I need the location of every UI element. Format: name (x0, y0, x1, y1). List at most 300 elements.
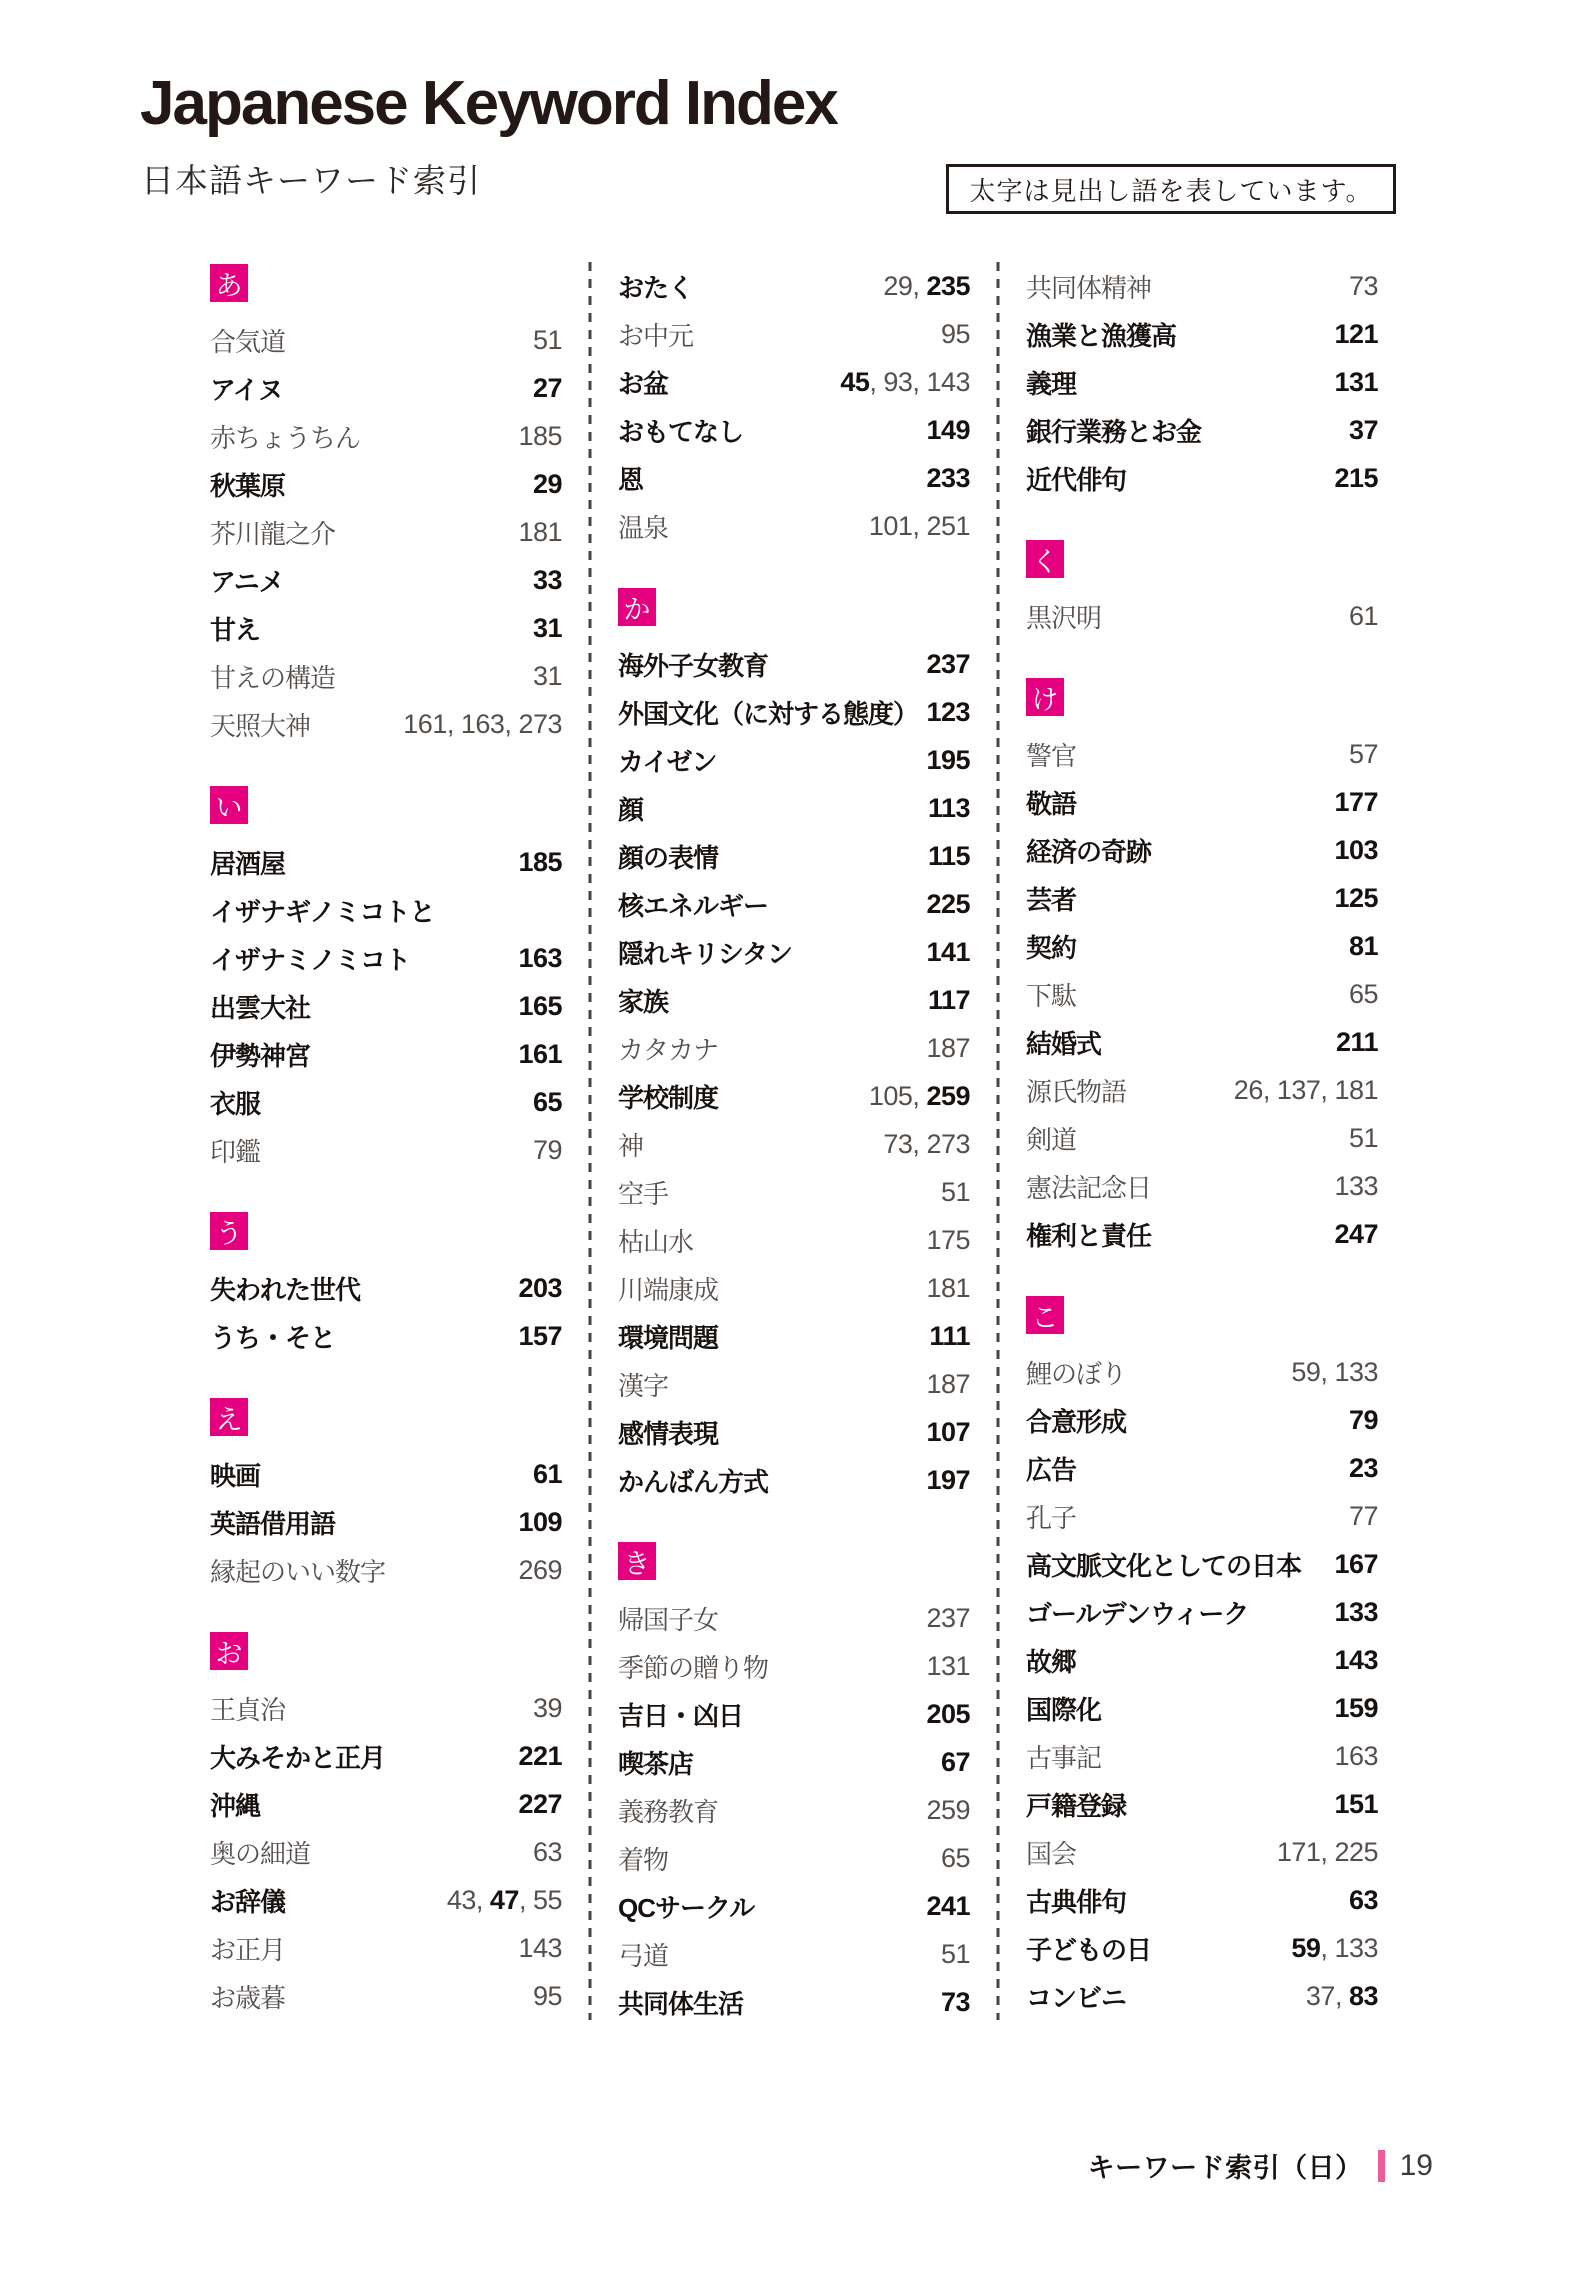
entry-pages: 105, 259 (868, 1080, 970, 1111)
index-entry (210, 1498, 562, 1546)
entry-term: 海外子女教育 (618, 650, 769, 681)
entry-pages: 237 (926, 1602, 970, 1633)
entry-pages: 247 (1334, 1218, 1378, 1249)
index-entry (210, 1780, 562, 1828)
index-column-3 (1026, 262, 1378, 2020)
entry-term: かんばん方式 (618, 1466, 769, 1497)
index-entry (618, 976, 970, 1024)
index-entry (618, 784, 970, 832)
entry-term: 居酒屋 (210, 848, 286, 879)
index-entry (618, 1738, 970, 1786)
index-entry (1026, 1444, 1378, 1492)
entry-term: 王貞治 (210, 1694, 286, 1725)
section-marker-ki: き (618, 1542, 656, 1580)
index-entry (210, 1264, 562, 1312)
index-entry (210, 316, 562, 364)
index-entry (1026, 970, 1378, 1018)
index-entry (618, 1456, 970, 1504)
entry-term: 印鑑 (210, 1136, 261, 1167)
page-footer (1088, 2146, 1433, 2185)
entry-pages: 187 (926, 1368, 970, 1399)
entry-term: 空手 (618, 1178, 669, 1209)
entry-term: 合気道 (210, 326, 286, 357)
section-marker-ku: く (1026, 540, 1064, 578)
entry-pages: 73 (940, 1986, 970, 2017)
index-entry (210, 1126, 562, 1174)
entry-term: 芸者 (1026, 884, 1077, 915)
index-entry (618, 1072, 970, 1120)
entry-pages: 181 (926, 1272, 970, 1303)
footer-accent-bar (1378, 2150, 1385, 2182)
entry-term: お中元 (618, 320, 694, 351)
index-entry (1026, 358, 1378, 406)
entry-term: 大みそかと正月 (210, 1742, 386, 1773)
entry-pages: 63 (532, 1836, 562, 1867)
index-entry (618, 358, 970, 406)
entry-pages: 101, 251 (868, 510, 970, 541)
entry-pages: 57 (1348, 738, 1378, 769)
entry-pages: 157 (518, 1320, 562, 1351)
entry-pages: 31 (532, 612, 562, 643)
entry-term: 弓道 (618, 1940, 669, 1971)
entry-pages: 133 (1334, 1596, 1378, 1627)
index-entry (618, 1930, 970, 1978)
index-entry (1026, 1636, 1378, 1684)
entry-pages: 107 (926, 1416, 970, 1447)
entry-pages: 161 (518, 1038, 562, 1069)
entry-term: アニメ (210, 566, 284, 597)
index-entry (618, 1360, 970, 1408)
entry-pages: 43, 47, 55 (446, 1884, 562, 1915)
entry-pages: 237 (926, 648, 970, 679)
index-entry (210, 604, 562, 652)
entry-term: 天照大神 (210, 710, 311, 741)
entry-pages: 29, 235 (883, 270, 970, 301)
index-column-1 (210, 262, 562, 2020)
section-marker-u: う (210, 1212, 248, 1250)
index-entry (618, 1024, 970, 1072)
entry-term: 剣道 (1026, 1124, 1077, 1155)
entry-pages: 73 (1348, 270, 1378, 301)
entry-term: 共同体精神 (1026, 272, 1152, 303)
entry-term: 神 (618, 1130, 644, 1161)
index-entry (210, 1450, 562, 1498)
entry-term: 沖縄 (210, 1790, 261, 1821)
index-entry (1026, 592, 1378, 640)
entry-term: 帰国子女 (618, 1604, 719, 1635)
entry-pages: 159 (1334, 1692, 1378, 1723)
entry-pages: 125 (1334, 882, 1378, 913)
entry-pages: 61 (1348, 600, 1378, 631)
entry-pages: 131 (1334, 366, 1378, 397)
entry-term: 古典俳句 (1026, 1886, 1127, 1917)
entry-pages: 123 (926, 696, 970, 727)
entry-pages: 73, 273 (883, 1128, 970, 1159)
entry-pages: 151 (1334, 1788, 1378, 1819)
entry-term: 隠れキリシタン (618, 938, 792, 969)
entry-term: 経済の奇跡 (1026, 836, 1152, 867)
entry-term: ゴールデンウィーク (1026, 1598, 1249, 1629)
entry-term: 警官 (1026, 740, 1077, 771)
index-entry (1026, 778, 1378, 826)
entry-pages: 185 (518, 420, 562, 451)
index-entry (1026, 1780, 1378, 1828)
entry-term: イザナギノミコトと (210, 896, 435, 927)
index-entry (1026, 1684, 1378, 1732)
entry-term: 甘え (210, 614, 261, 645)
entry-pages: 259 (926, 1794, 970, 1825)
entry-term: カタカナ (618, 1034, 719, 1065)
index-entry (1026, 1492, 1378, 1540)
note-text: 太字は見出し語を表しています。 (969, 175, 1373, 206)
entry-term: 高文脈文化としての日本 (1026, 1550, 1302, 1581)
index-entry (618, 454, 970, 502)
entry-pages: 115 (927, 840, 970, 871)
entry-pages: 143 (1334, 1644, 1378, 1675)
entry-pages: 95 (532, 1980, 562, 2011)
entry-term: 伊勢神宮 (210, 1040, 311, 1071)
entry-term: 映画 (210, 1460, 261, 1491)
index-entry (1026, 730, 1378, 778)
index-entry (210, 1828, 562, 1876)
entry-pages: 167 (1334, 1548, 1378, 1579)
index-entry (1026, 1162, 1378, 1210)
entry-term: 孔子 (1026, 1502, 1077, 1533)
entry-pages: 215 (1334, 462, 1378, 493)
entry-pages: 27 (532, 372, 562, 403)
index-entry (210, 1876, 562, 1924)
entry-term: おたく (618, 272, 694, 303)
entry-pages: 51 (1348, 1122, 1378, 1153)
entry-pages: 51 (940, 1938, 970, 1969)
index-entry (210, 886, 562, 934)
entry-term: 着物 (618, 1844, 669, 1875)
entry-term: カイゼン (618, 746, 717, 777)
index-entry (618, 1312, 970, 1360)
index-entry (1026, 1876, 1378, 1924)
index-entry (1026, 1828, 1378, 1876)
index-entry (210, 1078, 562, 1126)
entry-pages: 227 (518, 1788, 562, 1819)
index-entry (210, 652, 562, 700)
entry-term: 衣服 (210, 1088, 261, 1119)
index-entry (210, 364, 562, 412)
entry-pages: 163 (1334, 1740, 1378, 1771)
entry-term: 義務教育 (618, 1796, 719, 1827)
entry-pages: 221 (518, 1740, 562, 1771)
entry-pages: 143 (518, 1932, 562, 1963)
entry-term: 恩 (618, 464, 644, 495)
index-entry (210, 556, 562, 604)
index-entry (210, 1684, 562, 1732)
entry-term: 家族 (618, 986, 669, 1017)
entry-term: 川端康成 (618, 1274, 719, 1305)
entry-pages: 79 (532, 1134, 562, 1165)
index-entry (1026, 262, 1378, 310)
index-entry (618, 1642, 970, 1690)
index-entry (210, 1030, 562, 1078)
entry-term: 国際化 (1026, 1694, 1102, 1725)
entry-term: 漁業と漁獲高 (1026, 320, 1177, 351)
section-marker-ko: こ (1026, 1296, 1064, 1334)
index-entry (618, 1594, 970, 1642)
index-entry (210, 934, 562, 982)
entry-term: 合意形成 (1026, 1406, 1127, 1437)
entry-pages: 195 (926, 744, 970, 775)
entry-pages: 187 (926, 1032, 970, 1063)
page-subtitle: 日本語キーワード索引 (141, 162, 481, 199)
entry-term: うち・そと (210, 1322, 336, 1353)
entry-term: 温泉 (618, 512, 669, 543)
entry-term: 黒沢明 (1026, 602, 1102, 633)
index-entry (618, 736, 970, 784)
entry-term: QCサークル (618, 1892, 755, 1923)
index-entry (618, 928, 970, 976)
note-box (946, 164, 1396, 214)
index-entry (210, 982, 562, 1030)
entry-term: 吉日・凶日 (618, 1700, 744, 1731)
entry-term: 子どもの日 (1026, 1934, 1152, 1965)
entry-pages: 165 (518, 990, 562, 1021)
index-entry (1026, 454, 1378, 502)
entry-term: お辞儀 (210, 1886, 286, 1917)
entry-pages: 161, 163, 273 (403, 708, 562, 739)
index-entry (618, 1786, 970, 1834)
dashed-divider (589, 262, 592, 2020)
entry-term: おもてなし (618, 416, 744, 447)
index-entry (1026, 1540, 1378, 1588)
index-entry (210, 1312, 562, 1360)
index-entry (618, 880, 970, 928)
index-entry (618, 310, 970, 358)
index-entry (1026, 1348, 1378, 1396)
entry-pages: 181 (518, 516, 562, 547)
index-entry (210, 460, 562, 508)
entry-pages: 171, 225 (1276, 1836, 1378, 1867)
entry-pages: 33 (532, 564, 562, 595)
entry-term: 秋葉原 (210, 470, 286, 501)
entry-term: 広告 (1026, 1454, 1077, 1485)
index-entry (618, 262, 970, 310)
entry-pages: 45, 93, 143 (840, 366, 970, 397)
index-entry (618, 502, 970, 550)
column-divider-2 (970, 262, 1026, 2026)
entry-term: 憲法記念日 (1026, 1172, 1152, 1203)
index-entry (618, 1216, 970, 1264)
entry-term: 学校制度 (618, 1082, 719, 1113)
entry-pages: 103 (1334, 834, 1378, 865)
entry-term: イザナミノミコト (210, 944, 411, 975)
footer-label: キーワード索引（日） (1087, 2153, 1363, 2183)
entry-pages: 81 (1348, 930, 1378, 961)
entry-pages: 39 (532, 1692, 562, 1723)
entry-term: 下駄 (1026, 980, 1077, 1011)
entry-term: お正月 (210, 1934, 286, 1965)
entry-pages: 23 (1348, 1452, 1378, 1483)
entry-pages: 26, 137, 181 (1233, 1074, 1378, 1105)
entry-term: 国会 (1026, 1838, 1077, 1869)
entry-pages: 269 (518, 1554, 562, 1585)
entry-term: 戸籍登録 (1026, 1790, 1127, 1821)
entry-term: アイヌ (210, 374, 283, 405)
entry-term: 季節の贈り物 (618, 1652, 769, 1683)
entry-pages: 177 (1334, 786, 1378, 817)
index-entry (1026, 1018, 1378, 1066)
entry-pages: 203 (518, 1272, 562, 1303)
entry-term: 失われた世代 (210, 1274, 361, 1305)
section-marker-i: い (210, 786, 248, 824)
entry-pages: 131 (926, 1650, 970, 1681)
entry-pages: 117 (927, 984, 970, 1015)
section-marker-a: あ (210, 264, 248, 302)
index-entry (618, 688, 970, 736)
entry-pages: 225 (926, 888, 970, 919)
index-entry (1026, 1972, 1378, 2020)
index-entry (618, 1834, 970, 1882)
index-entry (618, 1690, 970, 1738)
index-entry (210, 1546, 562, 1594)
entry-pages: 67 (940, 1746, 970, 1777)
index-entry (210, 508, 562, 556)
entry-term: 英語借用語 (210, 1508, 336, 1539)
entry-term: 環境問題 (618, 1322, 719, 1353)
entry-pages: 65 (1348, 978, 1378, 1009)
index-entry (210, 1732, 562, 1780)
index-entry (1026, 310, 1378, 358)
entry-pages: 63 (1348, 1884, 1378, 1915)
entry-pages: 51 (532, 324, 562, 355)
section-marker-ka: か (618, 588, 656, 626)
entry-pages: 65 (940, 1842, 970, 1873)
entry-term: 出雲大社 (210, 992, 311, 1023)
entry-pages: 111 (929, 1320, 970, 1351)
entry-term: 結婚式 (1026, 1028, 1102, 1059)
index-entry (618, 1408, 970, 1456)
entry-term: 共同体生活 (618, 1988, 744, 2019)
entry-term: 故郷 (1026, 1646, 1077, 1677)
entry-pages: 59, 133 (1291, 1356, 1378, 1387)
index-entry (210, 1924, 562, 1972)
index-entry (1026, 1396, 1378, 1444)
entry-pages: 65 (532, 1086, 562, 1117)
entry-pages: 113 (927, 792, 970, 823)
entry-pages: 175 (926, 1224, 970, 1255)
index-entry (618, 406, 970, 454)
entry-pages: 241 (926, 1890, 970, 1921)
entry-pages: 109 (518, 1506, 562, 1537)
index-entry (1026, 1924, 1378, 1972)
entry-pages: 163 (518, 942, 562, 973)
section-marker-e: え (210, 1398, 248, 1436)
entry-pages: 233 (926, 462, 970, 493)
entry-term: コンビニ (1026, 1982, 1127, 2013)
index-entry (618, 1120, 970, 1168)
entry-term: 権利と責任 (1026, 1220, 1152, 1251)
index-entry (1026, 406, 1378, 454)
index-entry (618, 832, 970, 880)
entry-term: 赤ちょうちん (210, 422, 361, 453)
entry-pages: 95 (940, 318, 970, 349)
index-entry (210, 412, 562, 460)
dashed-divider (997, 262, 1000, 2020)
entry-term: 近代俳句 (1026, 464, 1127, 495)
entry-pages: 37, 83 (1305, 1980, 1378, 2011)
entry-term: 縁起のいい数字 (210, 1556, 386, 1587)
entry-term: 銀行業務とお金 (1026, 416, 1202, 447)
index-entry (1026, 826, 1378, 874)
index-columns (210, 262, 1378, 2026)
index-entry (618, 1978, 970, 2026)
index-entry (1026, 874, 1378, 922)
index-column-2 (618, 262, 970, 2026)
entry-pages: 79 (1348, 1404, 1378, 1435)
entry-pages: 185 (518, 846, 562, 877)
index-entry (1026, 1732, 1378, 1780)
entry-term: 顔 (618, 794, 644, 825)
entry-term: 敬語 (1026, 788, 1077, 819)
index-entry (1026, 1588, 1378, 1636)
entry-pages: 31 (532, 660, 562, 691)
column-divider-1 (562, 262, 618, 2026)
entry-pages: 197 (926, 1464, 970, 1495)
entry-term: 契約 (1026, 932, 1077, 963)
entry-term: 外国文化（に対する態度） (618, 698, 919, 729)
index-entry (1026, 922, 1378, 970)
index-entry (210, 1972, 562, 2020)
entry-term: 義理 (1026, 368, 1077, 399)
entry-pages: 205 (926, 1698, 970, 1729)
index-entry (1026, 1114, 1378, 1162)
index-entry (210, 700, 562, 748)
entry-term: 核エネルギー (618, 890, 769, 921)
index-entry (210, 838, 562, 886)
entry-term: 古事記 (1026, 1742, 1102, 1773)
index-entry (618, 640, 970, 688)
footer-page-number: 19 (1399, 2148, 1433, 2182)
index-entry (1026, 1210, 1378, 1258)
entry-pages: 51 (940, 1176, 970, 1207)
entry-pages: 211 (1335, 1026, 1378, 1057)
entry-pages: 37 (1348, 414, 1378, 445)
entry-term: 枯山水 (618, 1226, 694, 1257)
section-marker-ke: け (1026, 678, 1064, 716)
entry-term: 顔の表情 (618, 842, 719, 873)
entry-term: 奥の細道 (210, 1838, 311, 1869)
entry-pages: 77 (1348, 1500, 1378, 1531)
entry-term: 漢字 (618, 1370, 669, 1401)
entry-pages: 133 (1334, 1170, 1378, 1201)
index-entry (618, 1168, 970, 1216)
entry-term: 源氏物語 (1026, 1076, 1127, 1107)
index-entry (1026, 1066, 1378, 1114)
entry-pages: 121 (1334, 318, 1378, 349)
entry-pages: 61 (532, 1458, 562, 1489)
entry-term: お盆 (618, 368, 669, 399)
entry-pages: 59, 133 (1291, 1932, 1378, 1963)
page-title: Japanese Keyword Index (140, 69, 837, 138)
entry-pages: 141 (926, 936, 970, 967)
entry-term: 喫茶店 (618, 1748, 694, 1779)
entry-pages: 29 (532, 468, 562, 499)
entry-term: 芥川龍之介 (210, 518, 336, 549)
entry-term: お歳暮 (210, 1982, 286, 2013)
entry-pages: 149 (926, 414, 970, 445)
section-marker-o: お (210, 1632, 248, 1670)
index-entry (618, 1882, 970, 1930)
entry-term: 感情表現 (618, 1418, 719, 1449)
index-entry (618, 1264, 970, 1312)
entry-term: 鯉のぼり (1026, 1358, 1127, 1389)
